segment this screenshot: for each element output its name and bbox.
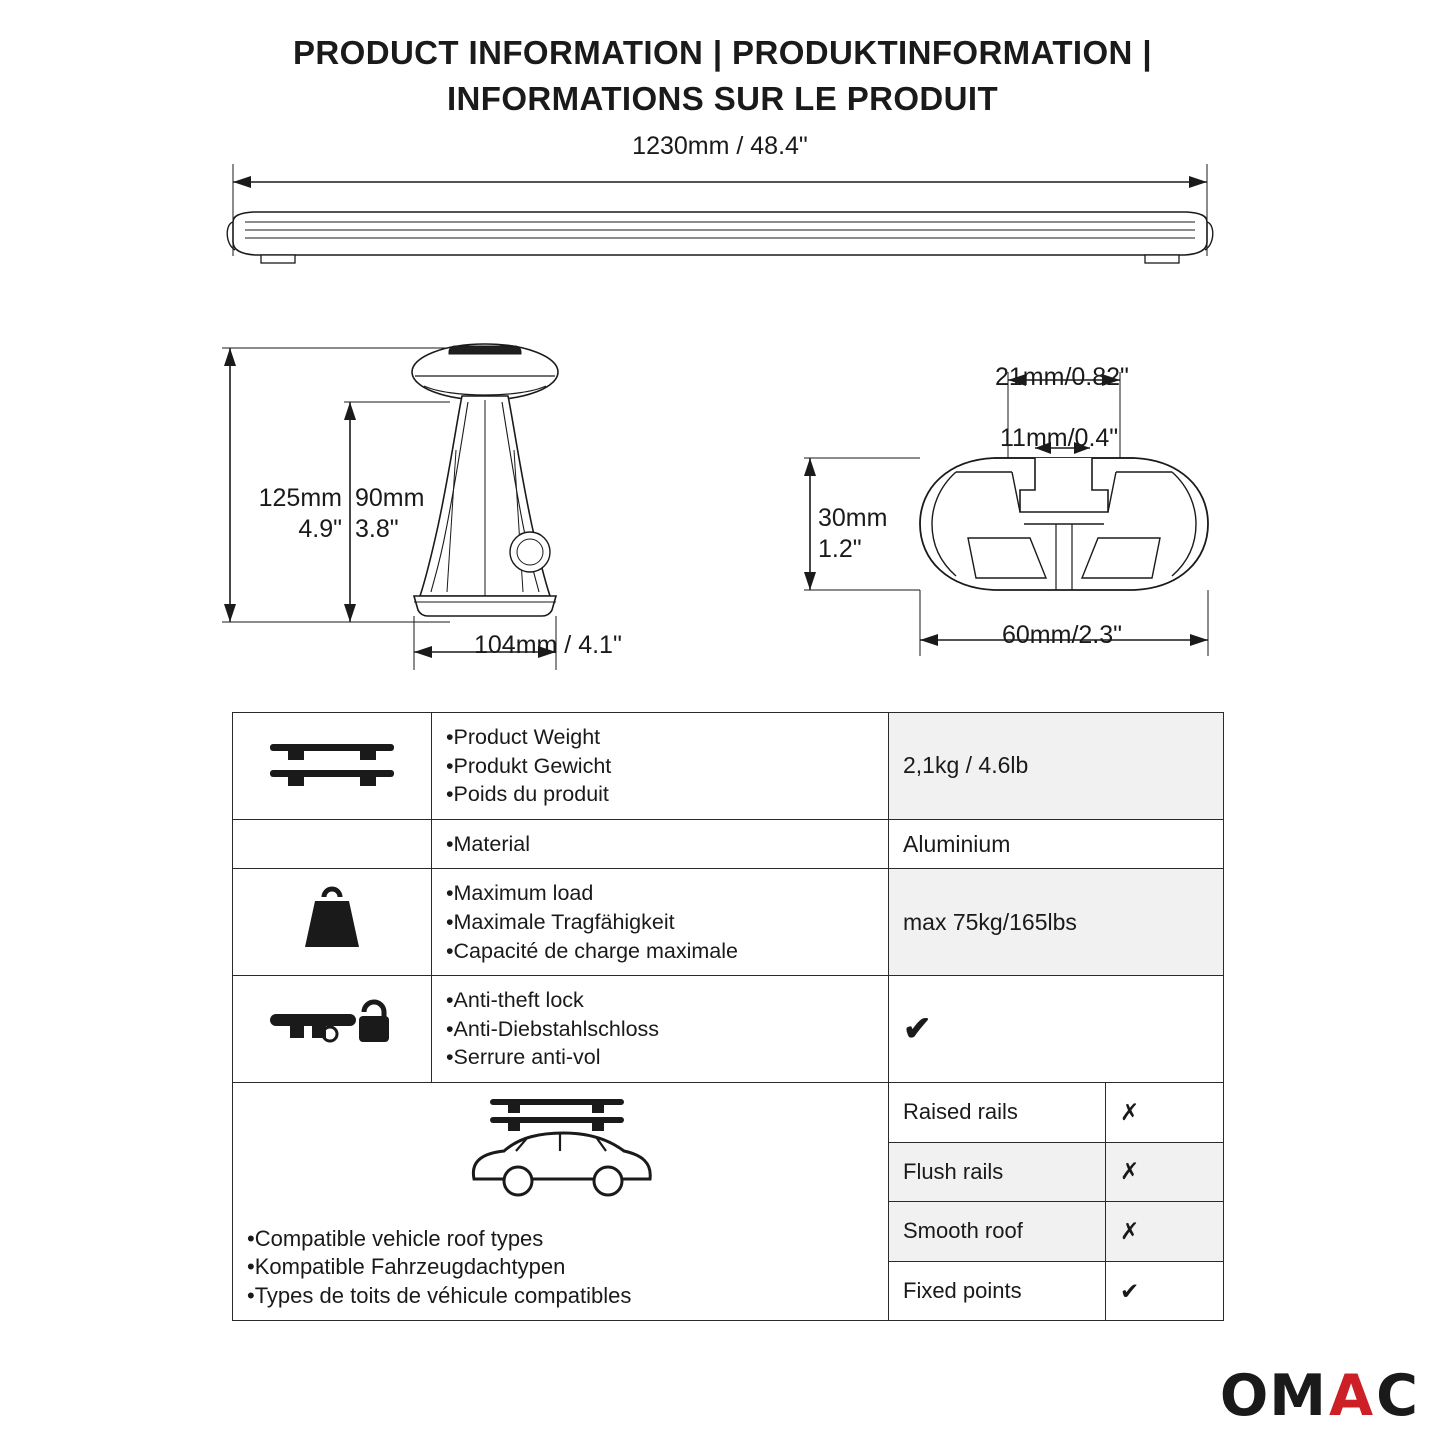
- roof-type-name-raised-rails: Raised rails: [889, 1082, 1106, 1142]
- roof-type-mark-raised-rails: ✗: [1106, 1082, 1224, 1142]
- crossbar-length-drawing: [215, 132, 1225, 292]
- weight-icon: [233, 869, 432, 976]
- slot-inner-dimension: 11mm/0.4": [1000, 424, 1119, 452]
- profile-height-dimension: 30mm 1.2": [818, 504, 888, 563]
- anti-theft-value: ✔: [889, 976, 1224, 1083]
- height-total-dimension: 125mm 4.9": [258, 484, 342, 543]
- specification-table: [232, 712, 1224, 1321]
- crossbar-side-view: [215, 160, 1225, 290]
- roof-type-mark-fixed-points: ✔: [1106, 1261, 1224, 1321]
- car-roof-icon: [247, 1093, 874, 1211]
- roof-types-labels: •Compatible vehicle roof types •Kompatible Fahrzeugdachtypen •Types de toits de véhicule compatibles: [233, 1082, 889, 1320]
- anti-theft-labels: •Anti-theft lock •Anti-Diebstahlschloss •Serrure anti-vol: [432, 976, 889, 1083]
- weight-value: 2,1kg / 4.6lb: [889, 713, 1224, 820]
- logo-text-c: C: [1376, 1363, 1419, 1429]
- roof-type-mark-flush-rails: ✗: [1106, 1142, 1224, 1202]
- brand-logo: [1220, 1363, 1419, 1429]
- mid-drawings: [0, 320, 1445, 700]
- profile-width-dimension: 60mm/2.3": [1002, 621, 1123, 649]
- material-icon-cell: [233, 819, 432, 869]
- table-row-roof-types-1: [233, 1082, 1224, 1142]
- logo-text-a: A: [1329, 1363, 1375, 1429]
- height-inner-dimension: 90mm 3.8": [355, 484, 425, 543]
- foot-width-dimension: 104mm / 4.1": [474, 631, 622, 659]
- crossbars-icon: [233, 713, 432, 820]
- table-row-anti-theft: [233, 976, 1224, 1083]
- weight-icon-svg: [293, 883, 371, 955]
- material-value: Aluminium: [889, 819, 1224, 869]
- max-load-labels: •Maximum load •Maximale Tragfähigkeit •Capacité de charge maximale: [432, 869, 889, 976]
- lock-icon-svg: [266, 990, 398, 1062]
- weight-labels: •Product Weight •Produkt Gewicht •Poids du produit: [432, 713, 889, 820]
- table-row-weight: [233, 713, 1224, 820]
- lock-icon: [233, 976, 432, 1083]
- material-labels: •Material: [432, 819, 889, 869]
- car-roof-icon-svg: [456, 1093, 666, 1203]
- max-load-value: max 75kg/165lbs: [889, 869, 1224, 976]
- title-line-2: INFORMATIONS SUR LE PRODUIT: [446, 79, 998, 117]
- logo-text-om: OM: [1219, 1363, 1328, 1429]
- title-line-1: PRODUCT INFORMATION | PRODUKTINFORMATION |: [293, 34, 1152, 71]
- length-dimension-label: 1230mm / 48.4": [632, 132, 808, 160]
- roof-type-name-fixed-points: Fixed points: [889, 1261, 1106, 1321]
- page-title: [0, 30, 1445, 121]
- table-row-material: [233, 819, 1224, 869]
- crossbars-icon-svg: [266, 732, 398, 794]
- roof-type-name-smooth-roof: Smooth roof: [889, 1202, 1106, 1262]
- slot-outer-dimension: 21mm/0.82": [995, 363, 1129, 391]
- roof-type-mark-smooth-roof: ✗: [1106, 1202, 1224, 1262]
- roof-type-name-flush-rails: Flush rails: [889, 1142, 1106, 1202]
- table-row-max-load: [233, 869, 1224, 976]
